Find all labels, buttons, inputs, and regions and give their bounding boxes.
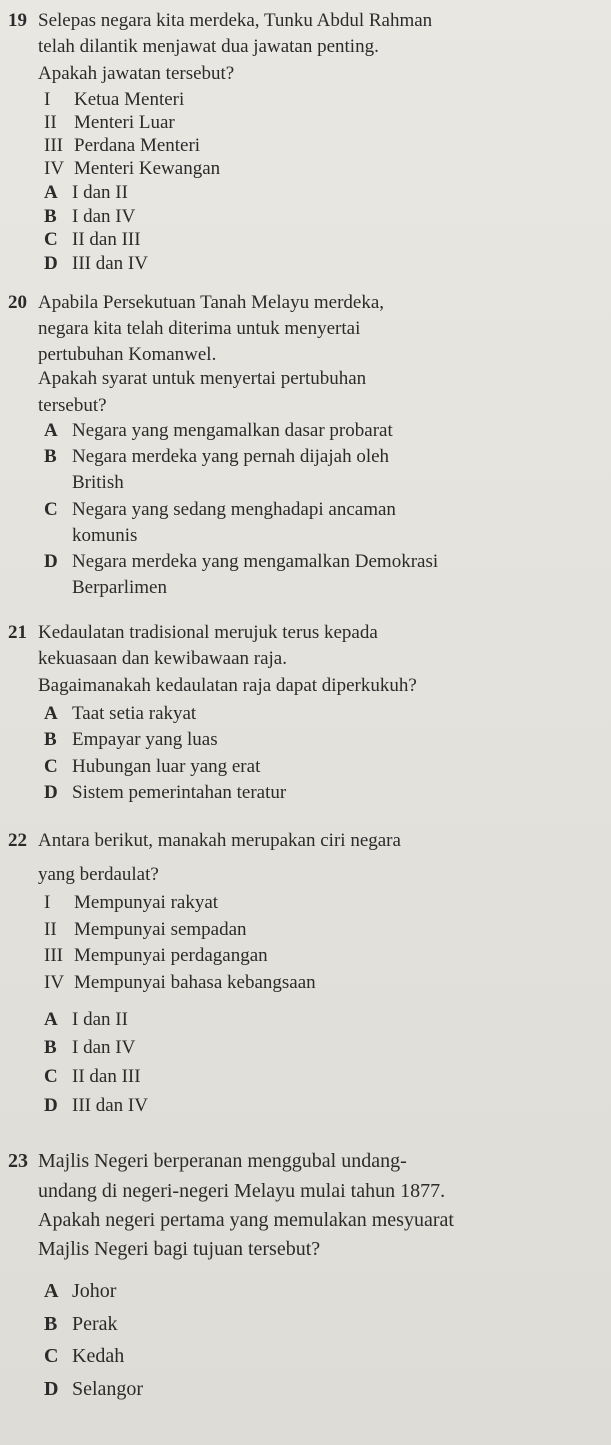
answer-option-d[interactable]: D Selangor — [44, 1378, 144, 1400]
question-text: Kedaulatan tradisional merujuk terus kepada — [38, 622, 378, 643]
question-text: Antara berikut, manakah merupakan ciri negara — [38, 830, 401, 851]
question-text: pertubuhan Komanwel. — [38, 344, 217, 365]
statement-item: II Mempunyai sempadan — [44, 919, 247, 940]
question-text: Apakah jawatan tersebut? — [38, 63, 235, 84]
statement-item: III Mempunyai perdagangan — [44, 945, 268, 966]
question-number: 20 — [8, 292, 27, 313]
question-number: 21 — [8, 622, 27, 643]
question-text: telah dilantik menjawat dua jawatan penting. — [38, 36, 379, 57]
answer-option-a[interactable]: A Johor — [44, 1280, 117, 1302]
question-text: kekuasaan dan kewibawaan raja. — [38, 648, 287, 669]
answer-option-d[interactable]: D Negara merdeka yang mengamalkan Demokrasi — [44, 551, 439, 572]
question-number: 23 — [8, 1150, 28, 1172]
answer-option-a[interactable]: A I dan II — [44, 182, 128, 203]
answer-option-b[interactable]: B I dan IV — [44, 1037, 136, 1058]
question-text: Majlis Negeri bagi tujuan tersebut? — [38, 1238, 321, 1260]
statement-item: I Mempunyai rakyat — [44, 892, 219, 913]
answer-option-a[interactable]: A I dan II — [44, 1009, 128, 1030]
question-number: 22 — [8, 830, 27, 851]
answer-option-b-continued: British — [72, 472, 124, 493]
statement-item: I Ketua Menteri — [44, 89, 185, 110]
question-number: 19 — [8, 10, 27, 31]
question-text: undang di negeri-negeri Melayu mulai tahun 1877. — [38, 1180, 446, 1202]
question-text: Apabila Persekutuan Tanah Melayu merdeka, — [38, 292, 385, 313]
question-text: Bagaimanakah kedaulatan raja dapat diperkukuh? — [38, 675, 417, 696]
answer-option-c[interactable]: C Kedah — [44, 1345, 125, 1367]
answer-option-c-continued: komunis — [72, 525, 138, 546]
statement-item: IV Menteri Kewangan — [44, 158, 221, 179]
question-text: Apakah syarat untuk menyertai pertubuhan — [38, 368, 367, 389]
question-text: tersebut? — [38, 395, 107, 416]
answer-option-d[interactable]: D III dan IV — [44, 1095, 148, 1116]
answer-option-c[interactable]: C Hubungan luar yang erat — [44, 756, 261, 777]
answer-option-d[interactable]: D Sistem pemerintahan teratur — [44, 782, 287, 803]
question-text: negara kita telah diterima untuk menyertai — [38, 318, 361, 339]
answer-option-a[interactable]: A Taat setia rakyat — [44, 703, 197, 724]
question-text: yang berdaulat? — [38, 864, 159, 885]
answer-option-b[interactable]: B Empayar yang luas — [44, 729, 218, 750]
statement-item: II Menteri Luar — [44, 112, 175, 133]
statement-item: IV Mempunyai bahasa kebangsaan — [44, 972, 316, 993]
answer-option-a[interactable]: A Negara yang mengamalkan dasar probarat — [44, 420, 393, 441]
answer-option-c[interactable]: C II dan III — [44, 229, 141, 250]
answer-option-d-continued: Berparlimen — [72, 577, 167, 598]
statement-item: III Perdana Menteri — [44, 135, 201, 156]
answer-option-b[interactable]: B Negara merdeka yang pernah dijajah oleh — [44, 446, 390, 467]
answer-option-c[interactable]: C Negara yang sedang menghadapi ancaman — [44, 499, 396, 520]
answer-option-c[interactable]: C II dan III — [44, 1066, 141, 1087]
question-text: Selepas negara kita merdeka, Tunku Abdul Rahman — [38, 10, 433, 31]
answer-option-b[interactable]: B I dan IV — [44, 206, 136, 227]
answer-option-b[interactable]: B Perak — [44, 1313, 118, 1335]
answer-option-d[interactable]: D III dan IV — [44, 253, 148, 274]
question-text: Apakah negeri pertama yang memulakan mesyuarat — [38, 1209, 454, 1231]
question-text: Majlis Negeri berperanan menggubal undang- — [38, 1150, 407, 1172]
